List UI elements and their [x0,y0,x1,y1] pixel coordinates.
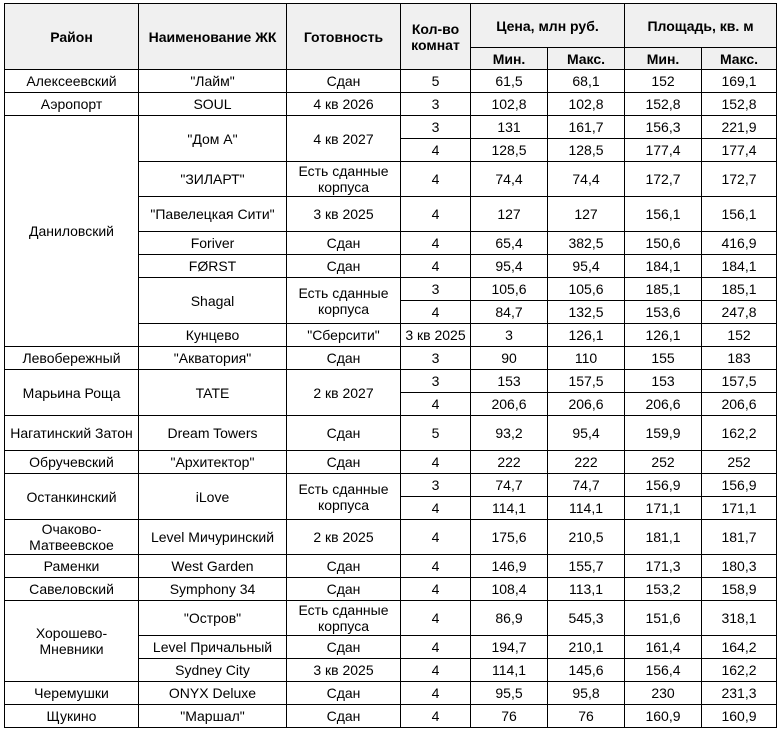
cell-price-max: 382,5 [548,232,625,255]
cell-area-min: 181,1 [625,520,702,555]
cell-price-max: 155,7 [548,555,625,578]
table-row [5,474,777,497]
cell-area-min: 151,6 [625,601,702,636]
cell-area-max: 162,2 [702,659,777,682]
table-row [5,416,777,451]
cell-complex: Shagal [139,278,287,324]
cell-readiness: Есть сданные корпуса [287,278,401,324]
cell-rooms: 4 [401,451,471,474]
cell-area-min: 171,1 [625,497,702,520]
cell-price-min: 74,4 [471,162,548,197]
cell-complex: "Павелецкая Сити" [139,197,287,232]
cell-price-max: 210,5 [548,520,625,555]
cell-readiness: 4 кв 2027 [287,116,401,162]
cell-rooms: 4 [401,555,471,578]
cell-readiness: 3 кв 2025 [287,659,401,682]
table-row [5,682,777,705]
cell-area-max: 318,1 [702,601,777,636]
cell-price-min: 222 [471,451,548,474]
cell-price-min: 146,9 [471,555,548,578]
cell-area-min: 230 [625,682,702,705]
cell-area-min: 161,4 [625,636,702,659]
cell-complex: Sydney City [139,659,287,682]
cell-area-max: 247,8 [702,301,777,324]
cell-area-max: 169,1 [702,70,777,93]
header-area-max: Макс. [702,48,777,70]
cell-area-max: 157,5 [702,370,777,393]
cell-price-max: 128,5 [548,139,625,162]
cell-price-min: 65,4 [471,232,548,255]
table-row [5,347,777,370]
cell-area-min: 185,1 [625,278,702,301]
cell-rooms: 4 [401,636,471,659]
cell-complex: "Лайм" [139,70,287,93]
header-area-min: Мин. [625,48,702,70]
cell-complex: "Остров" [139,601,287,636]
table-row [5,451,777,474]
cell-readiness: 2 кв 2027 [287,370,401,416]
cell-price-min: 105,6 [471,278,548,301]
cell-price-max: 157,5 [548,370,625,393]
cell-area-max: 221,9 [702,116,777,139]
cell-price-max: 74,7 [548,474,625,497]
cell-area-max: 156,1 [702,197,777,232]
cell-price-max: 206,6 [548,393,625,416]
cell-readiness: Есть сданные корпуса [287,601,401,636]
cell-price-max: 105,6 [548,278,625,301]
cell-rooms: 4 [401,301,471,324]
cell-readiness: Сдан [287,705,401,728]
cell-rooms: 5 [401,70,471,93]
cell-rooms: 3 [471,324,548,347]
cell-rooms: 4 [401,578,471,601]
cell-price-min: 114,1 [471,497,548,520]
cell-rooms: 4 [401,139,471,162]
header-rooms: Кол-во комнат [401,4,471,70]
cell-complex: "Дом А" [139,116,287,162]
cell-area-min: 155 [625,347,702,370]
cell-price-min: 131 [471,116,548,139]
cell-readiness: 3 кв 2025 [401,324,471,347]
cell-readiness: Сдан [287,682,401,705]
cell-price-max: 222 [548,451,625,474]
cell-rooms: 4 [401,162,471,197]
cell-complex: TATE [139,370,287,416]
cell-rooms: 4 [401,705,471,728]
header-complex: Наименование ЖК [139,4,287,70]
table-row [5,601,777,636]
cell-area-max: 231,3 [702,682,777,705]
cell-readiness: 2 кв 2025 [287,520,401,555]
cell-district: Алексеевский [5,70,139,93]
cell-complex: West Garden [139,555,287,578]
cell-readiness: 4 кв 2026 [287,93,401,116]
cell-district: Даниловский [5,116,139,347]
cell-readiness: 3 кв 2025 [287,197,401,232]
cell-rooms: 3 [401,116,471,139]
cell-area-min: 150,6 [625,232,702,255]
cell-area-max: 164,2 [702,636,777,659]
cell-district: Останкинский [5,474,139,520]
cell-area-min: 252 [625,451,702,474]
cell-area-max: 172,7 [702,162,777,197]
cell-price-min: 76 [471,705,548,728]
cell-complex: iLove [139,474,287,520]
cell-price-max: 76 [548,705,625,728]
cell-price-min: 95,5 [471,682,548,705]
cell-area-max: 162,2 [702,416,777,451]
cell-area-min: 156,4 [625,659,702,682]
cell-price-max: 95,4 [548,255,625,278]
cell-rooms: 4 [401,393,471,416]
header-area: Площадь, кв. м [625,4,777,48]
cell-readiness: Есть сданные корпуса [287,162,401,197]
cell-price-min: 86,9 [471,601,548,636]
cell-rooms: 4 [401,682,471,705]
cell-readiness: Сдан [287,451,401,474]
cell-complex: Dream Towers [139,416,287,451]
cell-price-min: 206,6 [471,393,548,416]
table-body [5,70,777,728]
cell-area-min: 156,3 [625,116,702,139]
header-district: Район [5,4,139,70]
cell-area-min: 172,7 [625,162,702,197]
cell-area-min: 184,1 [625,255,702,278]
table-row [5,93,777,116]
cell-price-min: 114,1 [471,659,548,682]
cell-area-max: 158,9 [702,578,777,601]
cell-complex: Foriver [139,232,287,255]
cell-district: Левобережный [5,347,139,370]
cell-complex: ONYX Deluxe [139,682,287,705]
cell-area-max: 177,4 [702,139,777,162]
cell-price-max: 127 [548,197,625,232]
cell-district: Марьина Роща [5,370,139,416]
cell-complex: "ЗИЛАРТ" [139,162,287,197]
cell-area-min: 156,1 [625,197,702,232]
cell-price-max: 110 [548,347,625,370]
cell-area-max: 152,8 [702,93,777,116]
cell-rooms: 5 [401,416,471,451]
cell-rooms: 4 [401,255,471,278]
cell-readiness: Сдан [287,416,401,451]
cell-rooms: 4 [401,232,471,255]
cell-district: Аэропорт [5,93,139,116]
cell-readiness: Сдан [287,70,401,93]
table-row [5,705,777,728]
cell-complex: "Маршал" [139,705,287,728]
cell-price-min: 194,7 [471,636,548,659]
header-price-min: Мин. [471,48,548,70]
cell-area-max: 171,1 [702,497,777,520]
cell-readiness: Сдан [287,555,401,578]
cell-price-max: 126,1 [625,324,702,347]
cell-complex: FØRST [139,255,287,278]
cell-readiness: Сдан [287,255,401,278]
cell-readiness: Сдан [287,232,401,255]
cell-area-min: 160,9 [625,705,702,728]
cell-price-max: 68,1 [548,70,625,93]
cell-district: Кунцево [139,324,287,347]
cell-area-min: 156,9 [625,474,702,497]
cell-area-min: 152,8 [625,93,702,116]
cell-complex: Level Причальный [139,636,287,659]
cell-district: Обручевский [5,451,139,474]
cell-price-min: 127 [471,197,548,232]
table-row [5,116,777,139]
cell-rooms: 4 [401,520,471,555]
cell-area-min: 153 [625,370,702,393]
cell-area-max: 206,6 [702,393,777,416]
cell-area-max: 252 [702,451,777,474]
cell-area-min: 206,6 [625,393,702,416]
cell-district: Черемушки [5,682,139,705]
cell-price-min: 93,2 [471,416,548,451]
cell-rooms: 3 [401,347,471,370]
cell-rooms: 4 [401,659,471,682]
cell-district: Савеловский [5,578,139,601]
cell-area-max: 180,3 [702,555,777,578]
cell-price-max: 114,1 [548,497,625,520]
cell-price-max: 161,7 [548,116,625,139]
cell-price-min: 153 [471,370,548,393]
cell-rooms: 4 [401,497,471,520]
cell-price-min: 74,7 [471,474,548,497]
cell-price-max: 113,1 [548,578,625,601]
cell-area-max: 183 [702,347,777,370]
cell-area-max: 416,9 [702,232,777,255]
cell-complex: "Акватория" [139,347,287,370]
cell-rooms: 3 [401,278,471,301]
cell-area-min: 152 [702,324,777,347]
cell-readiness: Есть сданные корпуса [287,474,401,520]
cell-price-max: 102,8 [548,93,625,116]
cell-area-min: 177,4 [625,139,702,162]
cell-rooms: 3 [401,370,471,393]
cell-readiness: Сдан [287,636,401,659]
cell-area-max: 160,9 [702,705,777,728]
cell-price-min: 108,4 [471,578,548,601]
cell-area-max: 184,1 [702,255,777,278]
header-row-top [5,4,777,48]
header-price-max: Макс. [548,48,625,70]
cell-rooms: 3 [401,93,471,116]
cell-price-max: 132,5 [548,301,625,324]
cell-price-min: 126,1 [548,324,625,347]
cell-complex: "Архитектор" [139,451,287,474]
cell-district: Нагатинский Затон [5,416,139,451]
cell-price-max: 545,3 [548,601,625,636]
cell-rooms: 4 [401,197,471,232]
cell-price-min: 90 [471,347,548,370]
cell-area-min: 153,2 [625,578,702,601]
cell-price-max: 74,4 [548,162,625,197]
apartments-table [4,3,777,728]
cell-rooms: 3 [401,474,471,497]
cell-district: Очаково-Матвеевское [5,520,139,555]
table-row [5,520,777,555]
cell-district: Раменки [5,555,139,578]
cell-price-min: 95,4 [471,255,548,278]
cell-price-max: 210,1 [548,636,625,659]
cell-readiness: Сдан [287,347,401,370]
cell-area-max: 181,7 [702,520,777,555]
cell-complex: SOUL [139,93,287,116]
cell-complex: Symphony 34 [139,578,287,601]
cell-complex: "Сберсити" [287,324,401,347]
cell-price-min: 102,8 [471,93,548,116]
cell-area-min: 159,9 [625,416,702,451]
cell-district: Щукино [5,705,139,728]
header-readiness: Готовность [287,4,401,70]
cell-readiness: Сдан [287,578,401,601]
cell-price-max: 145,6 [548,659,625,682]
table-row [5,578,777,601]
cell-price-min: 84,7 [471,301,548,324]
table-header [5,4,777,70]
table-row [5,555,777,578]
cell-area-max: 156,9 [702,474,777,497]
cell-area-min: 153,6 [625,301,702,324]
header-price: Цена, млн руб. [471,4,625,48]
cell-district: Хорошево-Мневники [5,601,139,682]
table-row [5,370,777,393]
cell-area-min: 152 [625,70,702,93]
cell-price-min: 61,5 [471,70,548,93]
cell-price-max: 95,8 [548,682,625,705]
cell-area-max: 185,1 [702,278,777,301]
cell-area-min: 171,3 [625,555,702,578]
cell-rooms: 4 [401,601,471,636]
table-row [5,70,777,93]
cell-complex: Level Мичуринский [139,520,287,555]
cell-price-min: 175,6 [471,520,548,555]
cell-price-max: 95,4 [548,416,625,451]
cell-price-min: 128,5 [471,139,548,162]
